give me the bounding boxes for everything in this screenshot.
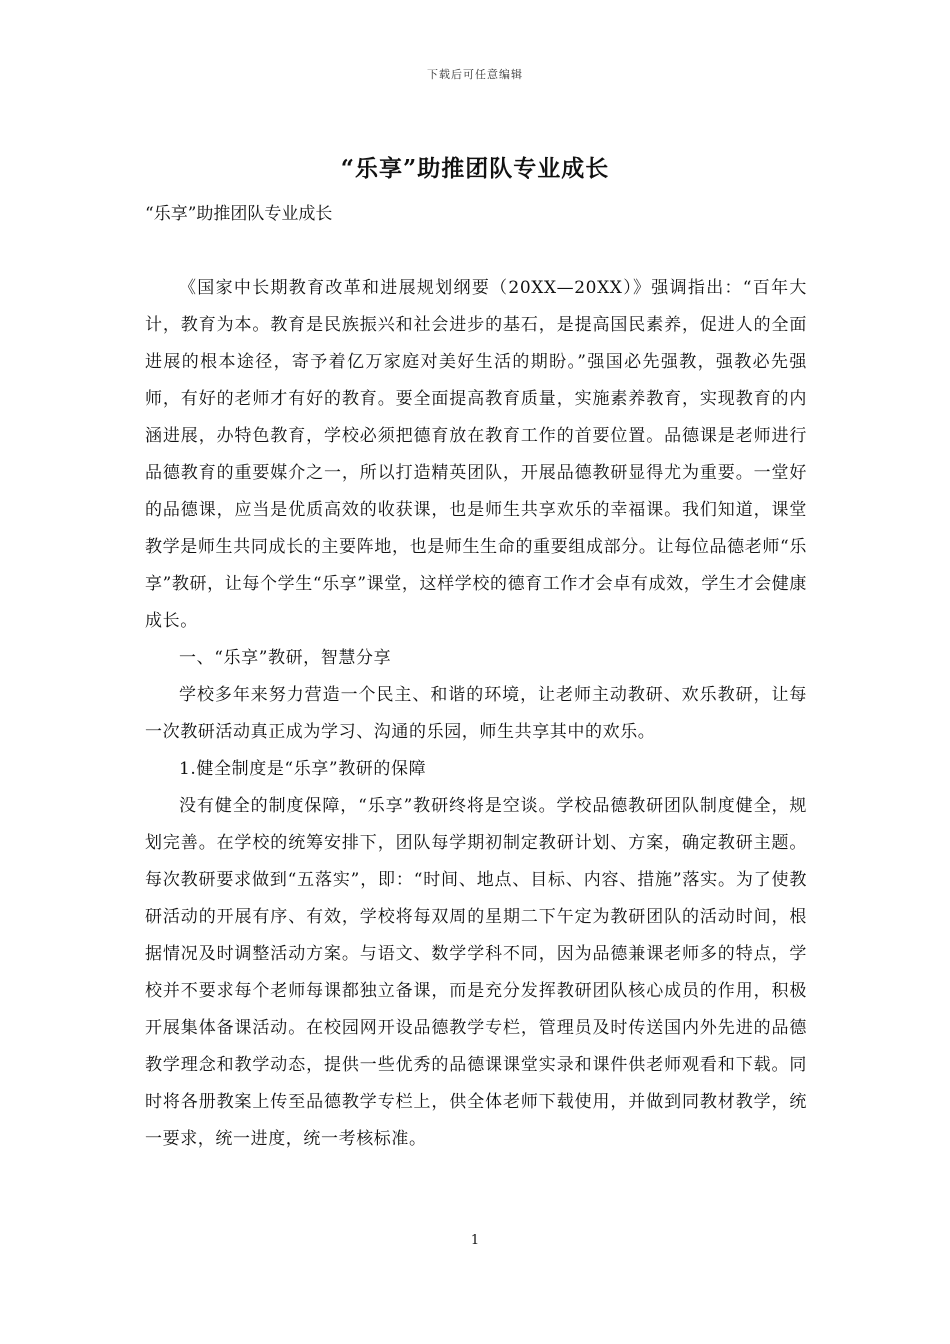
section-heading-1: 一、“乐享”教研，智慧分享 bbox=[179, 648, 392, 668]
subsection-heading-1-1: 1.健全制度是“乐享”教研的保障 bbox=[179, 759, 427, 779]
body-paragraph-subsection-1-1: 没有健全的制度保障，“乐享”教研终将是空谈。学校品德教研团队制度健全，规划完善。在学校的统筹安排下，团队每学期初制定教研计划、方案，确定教研主题。每次教研要求做到“五落实”，即：“时间、地点、目标、内容、措施”落实。为了使教研活动的开展有序、有效，学校将每双周的星期二下午定为教研团队的活动时间，根据情况及时调整活动方案。与语文、数学学科不同，因为品德兼课老师多的特点，学校并不要求每个老师每课都独立备课，而是充分发挥教研团队核心成员的作用，积极开展集体备课活动。在校园网开设品德教学专栏，管理员及时传送国内外先进的品德教学理念和教学动态，提供一些优秀的品德课课堂实录和课件供老师观看和下载。同时将各册教案上传至品德教学专栏上，供全体老师下载使用，并做到同教材教学，统一要求，统一进度，统一考核标准。 bbox=[145, 796, 807, 1149]
body-paragraph-section-1: 学校多年来努力营造一个民主、和谐的环境，让老师主动教研、欢乐教研，让每一次教研活动真正成为学习、沟通的乐园，师生共享其中的欢乐。 bbox=[145, 685, 807, 742]
document-subtitle: “乐享”助推团队专业成长 bbox=[145, 204, 333, 224]
page-number: 1 bbox=[470, 1233, 480, 1248]
page-header-note: 下载后可任意编辑 bbox=[427, 68, 523, 81]
document-title: “乐享”助推团队专业成长 bbox=[340, 155, 610, 182]
document-body bbox=[145, 270, 807, 1158]
body-paragraph-intro: 《国家中长期教育改革和进展规划纲要（20XX—20XX）》强调指出：“百年大计，教育为本。教育是民族振兴和社会进步的基石，是提高国民素养，促进人的全面进展的根本途径，寄予着亿万家庭对美好生活的期盼。”强国必先强教，强教必先强师，有好的老师才有好的教育。要全面提高教育质量，实施素养教育，实现教育的内涵进展，办特色教育，学校必须把德育放在教育工作的首要位置。品德课是老师进行品德教育的重要媒介之一，所以打造精英团队，开展品德教研显得尤为重要。一堂好的品德课，应当是优质高效的收获课，也是师生共享欢乐的幸福课。我们知道，课堂教学是师生共同成长的主要阵地，也是师生生命的重要组成部分。让每位品德老师“乐享”教研，让每个学生“乐享”课堂，这样学校的德育工作才会卓有成效，学生才会健康成长。 bbox=[145, 278, 807, 631]
